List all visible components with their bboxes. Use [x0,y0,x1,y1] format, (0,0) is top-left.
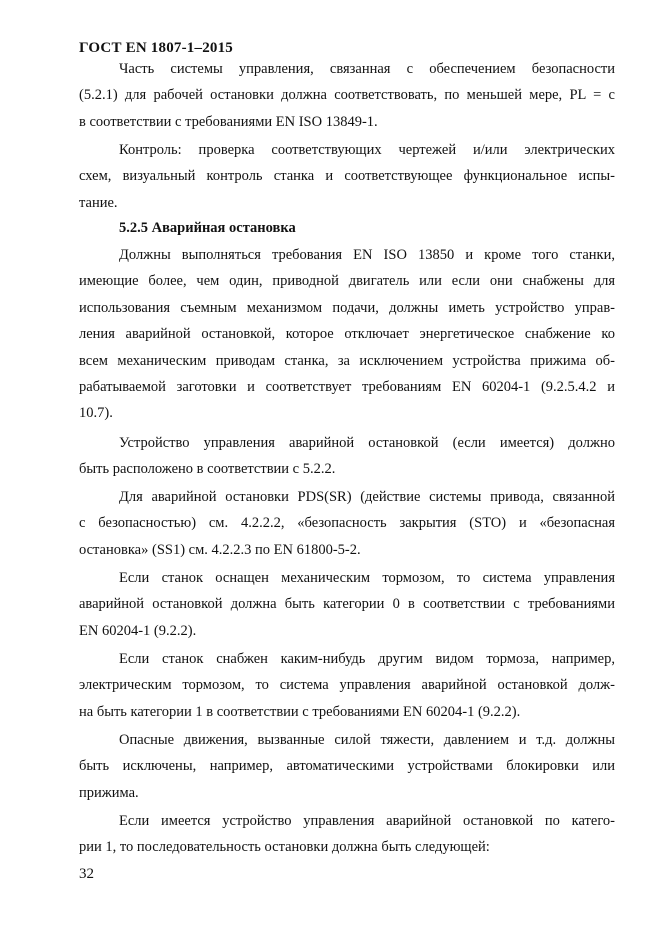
text-line: Если станок оснащен механическим тормозом, то система управления [119,570,615,586]
paragraph-5 [79,484,615,563]
text-line: быть исключены, например, автоматическими устройствами блокировки или [79,758,615,775]
section-heading: 5.2.5 Аварийная остановка [119,220,296,236]
document-header: ГОСТ EN 1807-1–2015 [79,40,233,56]
paragraph-3 [79,242,615,427]
paragraph-8 [79,727,615,806]
text-line: использования съемным механизмом подачи, должны иметь устройство управ- [79,299,615,316]
text-line: рии 1, то последовательность остановки должна быть следующей: [79,839,490,856]
text-line: прижима. [79,784,139,801]
text-line: аварийной остановкой должна быть категории 0 в соответствии с требованиями [79,596,615,613]
page-number: 32 [79,866,94,882]
paragraph-1 [79,56,615,135]
text-line: быть расположено в соответствии с 5.2.2. [79,461,336,478]
text-line: тание. [79,194,118,211]
text-line: (5.2.1) для рабочей остановки должна соответствовать, по меньшей мере, PL = c [79,87,615,104]
paragraph-4 [79,430,615,483]
text-line: Если имеется устройство управления аварийной остановкой по катего- [119,813,615,829]
paragraph-9 [79,808,615,861]
text-line: рабатываемой заготовки и соответствует требованиям EN 60204-1 (9.2.5.4.2 и [79,378,615,395]
text-line: остановка» (SS1) см. 4.2.2.3 по EN 61800-5-2. [79,541,361,558]
paragraph-7 [79,646,615,725]
text-line: Для аварийной остановки PDS(SR) (действие системы привода, связанной [119,489,615,505]
text-line: Опасные движения, вызванные силой тяжести, давлением и т.д. должны [119,732,615,748]
text-line: схем, визуальный контроль станка и соответствующее функциональное испы- [79,168,615,185]
text-line: в соответствии с требованиями EN ISO 13849-1. [79,113,378,130]
paragraph-6 [79,565,615,644]
text-line: EN 60204-1 (9.2.2). [79,622,197,639]
text-line: с безопасностью) см. 4.2.2.2, «безопасность закрытия (STO) и «безопасная [79,515,615,532]
text-line: на быть категории 1 в соответствии с требованиями EN 60204-1 (9.2.2). [79,703,521,720]
text-line: имеющие более, чем один, приводной двигатель или если они снабжены для [79,273,615,290]
text-line: всем механическим приводам станка, за исключением устройства прижима об- [79,352,615,369]
paragraph-2 [79,137,615,216]
text-line: Часть системы управления, связанная с обеспечением безопасности [119,61,615,77]
text-line: Если станок снабжен каким-нибудь другим видом тормоза, например, [119,651,615,667]
text-line: 10.7). [79,405,113,422]
text-line: Контроль: проверка соответствующих чертежей и/или электрических [119,142,615,158]
text-line: Должны выполняться требования EN ISO 13850 и кроме того станки, [119,247,615,263]
text-line: ления аварийной остановкой, которое отключает энергетическое снабжение ко [79,326,615,343]
text-line: Устройство управления аварийной остановкой (если имеется) должно [119,435,615,451]
text-line: электрическим тормозом, то система управления аварийной остановкой долж- [79,677,615,694]
